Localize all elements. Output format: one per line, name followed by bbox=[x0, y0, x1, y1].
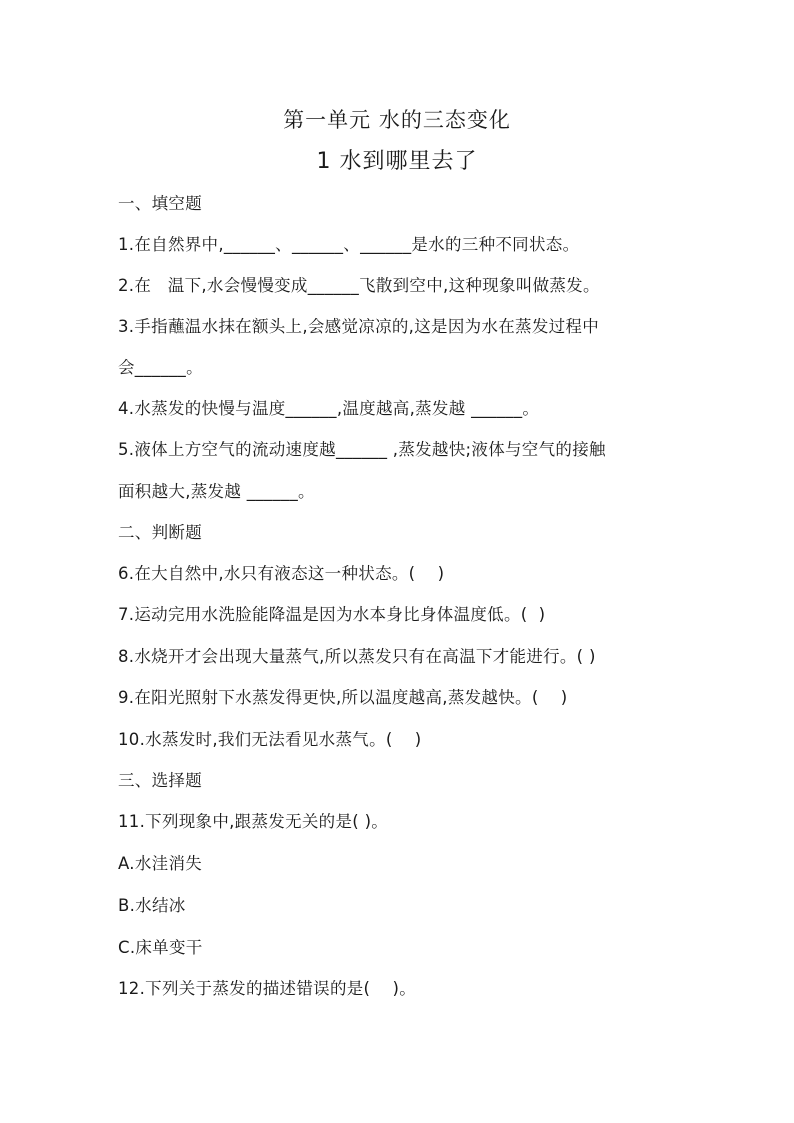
lesson-title: 1 水到哪里去了 bbox=[316, 149, 478, 174]
section-heading-true-false: 二、判断题 bbox=[118, 523, 202, 542]
question-11: 11.下列现象中,跟蒸发无关的是( )。 bbox=[118, 812, 389, 831]
question-11-option-a: A.水洼消失 bbox=[118, 854, 203, 873]
question-4: 4.水蒸发的快慢与温度______,温度越高,蒸发越 ______。 bbox=[118, 399, 540, 418]
question-5-line-1: 5.液体上方空气的流动速度越______ ,蒸发越快;液体与空气的接触 bbox=[118, 440, 606, 459]
question-1: 1.在自然界中,______、______、______是水的三种不同状态。 bbox=[118, 235, 580, 254]
section-heading-multiple-choice: 三、选择题 bbox=[118, 771, 202, 790]
question-5-line-2: 面积越大,蒸发越 ______。 bbox=[118, 482, 315, 501]
question-6: 6.在大自然中,水只有液态这一种状态。( ) bbox=[118, 564, 445, 583]
section-heading-fill-blank: 一、填空题 bbox=[118, 194, 202, 213]
unit-title: 第一单元 水的三态变化 bbox=[283, 108, 511, 132]
question-9: 9.在阳光照射下水蒸发得更快,所以温度越高,蒸发越快。( ) bbox=[118, 688, 568, 707]
question-8: 8.水烧开才会出现大量蒸气,所以蒸发只有在高温下才能进行。( ) bbox=[118, 647, 596, 666]
question-3-line-2: 会______。 bbox=[118, 358, 203, 377]
question-7: 7.运动完用水洗脸能降温是因为水本身比身体温度低。( ) bbox=[118, 605, 546, 624]
question-2: 2.在 温下,水会慢慢变成______飞散到空中,这种现象叫做蒸发。 bbox=[118, 276, 600, 295]
question-12: 12.下列关于蒸发的描述错误的是( )。 bbox=[118, 979, 416, 998]
question-11-option-b: B.水结冰 bbox=[118, 896, 186, 915]
question-3-line-1: 3.手指蘸温水抹在额头上,会感觉凉凉的,这是因为水在蒸发过程中 bbox=[118, 317, 600, 336]
question-10: 10.水蒸发时,我们无法看见水蒸气。( ) bbox=[118, 730, 422, 749]
question-11-option-c: C.床单变干 bbox=[118, 938, 203, 957]
